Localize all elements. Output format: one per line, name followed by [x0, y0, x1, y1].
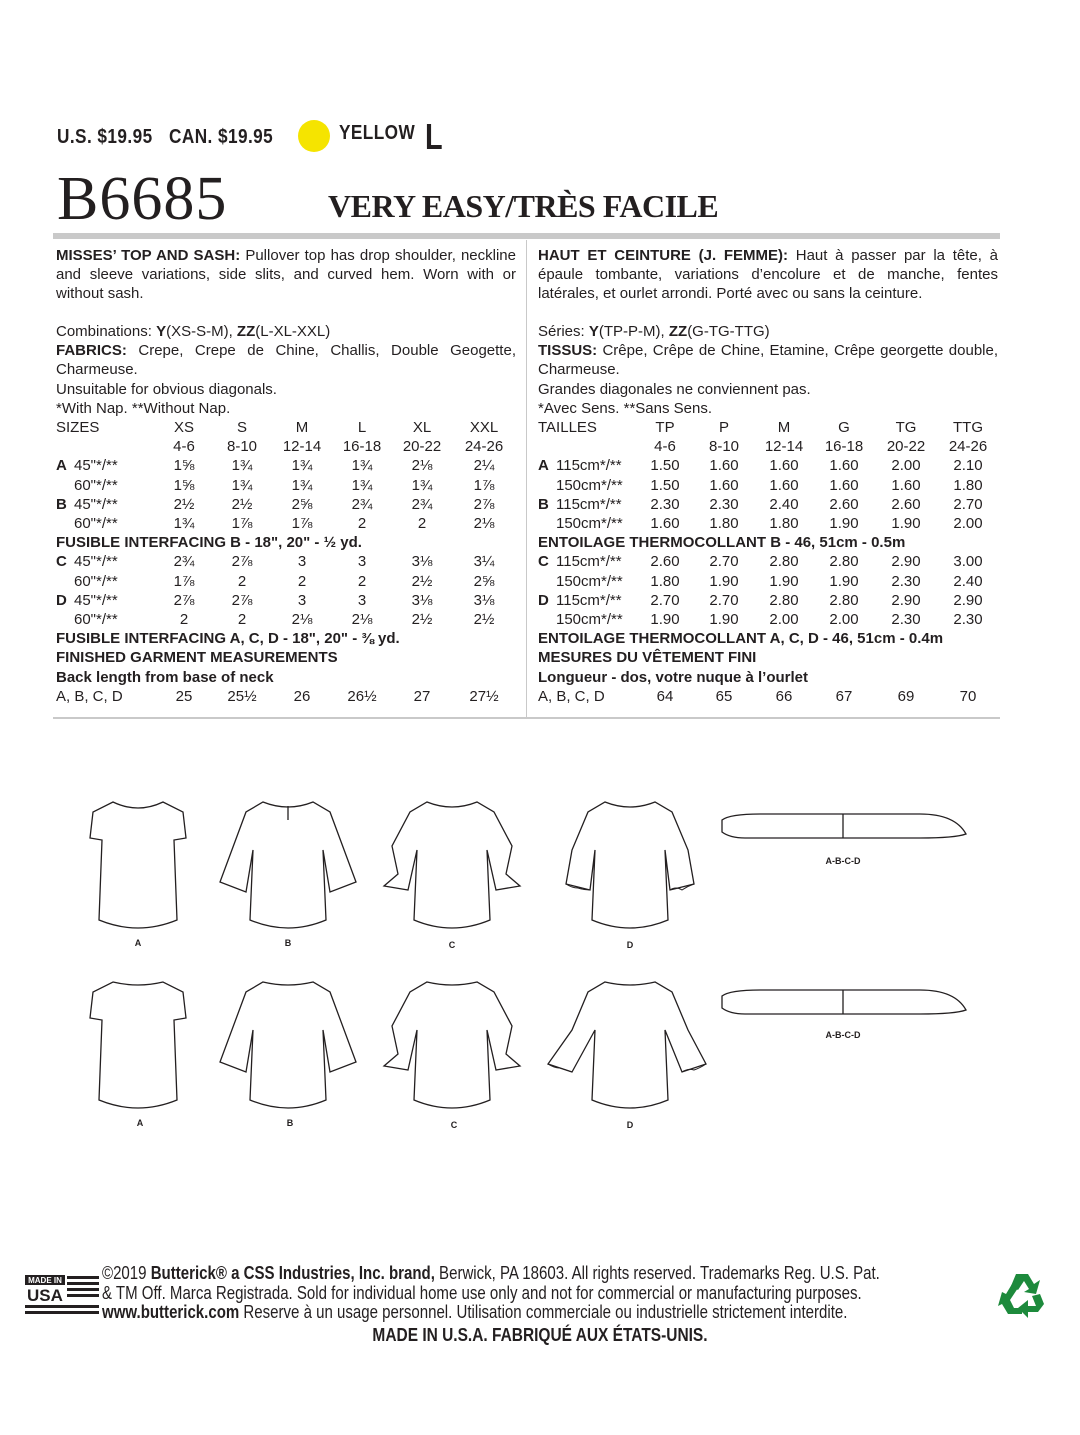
yardage-cell: 2⅛ [351, 611, 373, 629]
size-header-row [56, 418, 516, 437]
yardage-row [56, 476, 516, 495]
view-letter: B [56, 495, 67, 513]
label-back-d: D [626, 1120, 634, 1130]
sizes-label: SIZES [56, 419, 100, 437]
label-front-c: C [448, 940, 456, 950]
yardage-row [538, 514, 998, 533]
back-length-value: 67 [835, 687, 853, 705]
size-range: 12-14 [764, 438, 804, 456]
size-range: 24-26 [464, 438, 504, 456]
us-price: U.S. $19.95 [57, 125, 153, 148]
yardage-row [538, 456, 998, 475]
yardage-cell: 1.80 [769, 515, 799, 533]
fabric-width: 45"*/** [74, 553, 118, 571]
back-length-value: 25½ [227, 687, 257, 705]
combo-y: Y [588, 323, 599, 340]
fabric-width: 60"*/** [74, 611, 118, 629]
yardage-cell: 2.40 [953, 572, 983, 590]
size-range: 8-10 [708, 438, 740, 456]
yardage-cell: 1.60 [709, 457, 739, 475]
size-range: 16-18 [824, 438, 864, 456]
interfacing-acd-row-cell: ENTOILAGE THERMOCOLLANT A, C, D - 46, 51cm - 0.4m [538, 630, 944, 648]
yardage-cell: 2.30 [891, 572, 921, 590]
view-c-back [384, 982, 520, 1108]
yardage-cell: 2⅛ [473, 515, 495, 533]
interfacing-acd-row-cell: FUSIBLE INTERFACING A, C, D - 18", 20" - ⅜ yd. [56, 630, 400, 648]
yardage-cell: 1.60 [891, 476, 921, 494]
back-length-views: A, B, C, D [538, 687, 605, 705]
yardage-row [56, 514, 516, 533]
yardage-cell: 1.90 [829, 572, 859, 590]
yardage-cell: 1⅞ [291, 515, 313, 533]
yardage-cell: 1¾ [411, 476, 433, 494]
fabric-width-label [538, 456, 636, 475]
yardage-cell: 3⅛ [473, 591, 495, 609]
fabric-width-label [538, 552, 636, 571]
yardage-cell: 1⅞ [173, 572, 195, 590]
english-title: MISSES’ TOP AND SASH: [56, 247, 241, 264]
back-length-value: 69 [897, 687, 915, 705]
english-fabrics [56, 341, 516, 379]
yardage-cell: 2½ [473, 611, 495, 629]
size-heading: TP [655, 419, 675, 437]
finished-measurements-title-cell: FINISHED GARMENT MEASUREMENTS [56, 649, 338, 667]
fabric-width: 115cm*/** [556, 457, 622, 475]
yardage-cell: 1.60 [829, 476, 859, 494]
size-range: 20-22 [886, 438, 926, 456]
copyright-line-3 [102, 1303, 854, 1323]
yardage-cell: 2.80 [829, 553, 859, 571]
yardage-cell: 2¾ [411, 495, 433, 513]
yardage-cell: 2 [357, 572, 367, 590]
combo-zz: ZZ [668, 323, 688, 340]
garment-illustrations [0, 790, 1080, 1150]
size-heading: S [236, 419, 247, 437]
yardage-cell: 2 [417, 515, 427, 533]
combo-y: Y [156, 323, 167, 340]
fabric-width-label [56, 495, 156, 514]
yardage-cell: 2 [179, 611, 189, 629]
back-length-value: 66 [775, 687, 793, 705]
fabric-width-label [56, 591, 156, 610]
yardage-cell: 1.80 [650, 572, 680, 590]
back-length-value: 27½ [469, 687, 499, 705]
english-column [56, 246, 516, 706]
english-description-text: Pullover top has drop shoulder, neckline and sleeve variations, side slits, and curved hem. Worn with or without sash. [56, 247, 516, 303]
fabric-width-label [538, 476, 636, 495]
view-letter: A [538, 457, 549, 475]
combo-y-sizes: (TP-P-M), [598, 323, 669, 340]
english-unsuitable: Unsuitable for obvious diagonals. [56, 380, 277, 398]
yardage-cell: 2.90 [891, 591, 921, 609]
back-length-value: 25 [175, 687, 193, 705]
back-length-value: 26½ [347, 687, 377, 705]
size-heading: M [777, 419, 791, 437]
french-description-text: Haut à passer par la tête, à épaule tombante, variations d’encolure et de manche, fentes latérales, et ourlet arrondi. Porté avec ou sans la ceinture. [538, 247, 998, 303]
back-length-row [56, 687, 516, 706]
table-bottom-rule [53, 717, 1000, 719]
reserve-text: Reserve à un usage personnel. Utilisation commerciale ou industrielle strictement interdite. [239, 1302, 848, 1322]
yardage-cell: 2 [237, 572, 247, 590]
english-description [56, 246, 516, 322]
view-letter: C [56, 553, 67, 571]
interfacing-b-row [538, 533, 998, 552]
yardage-cell: 3¼ [473, 553, 495, 571]
french-column [538, 246, 998, 706]
yardage-cell: 1¾ [351, 457, 373, 475]
size-heading: P [718, 419, 729, 437]
label-front-b: B [284, 938, 292, 948]
combo-zz: ZZ [236, 323, 256, 340]
back-length-label-cell: Longueur - dos, votre nuque à l’ourlet [538, 668, 809, 686]
yardage-cell: 2⅝ [291, 495, 313, 513]
yardage-row [538, 572, 998, 591]
fabric-width: 150cm*/** [556, 476, 623, 494]
yardage-cell: 2.60 [650, 553, 680, 571]
back-length-row [538, 687, 998, 706]
fabric-width-label [56, 552, 156, 571]
back-length-views: A, B, C, D [56, 687, 123, 705]
size-range: 20-22 [402, 438, 442, 456]
fabrics-list: Crepe, Crepe de Chine, Challis, Double Geogette, Charmeuse. [56, 342, 516, 379]
fabric-width-label [56, 514, 156, 533]
yardage-cell: 3⅛ [411, 553, 433, 571]
yardage-cell: 2.00 [953, 515, 983, 533]
fabric-width: 115cm*/** [556, 495, 622, 513]
interfacing-b-row [56, 533, 516, 552]
yardage-cell: 2.00 [891, 457, 921, 475]
yardage-cell: 2.30 [709, 495, 739, 513]
yardage-cell: 1.80 [709, 515, 739, 533]
yardage-cell: 2.70 [953, 495, 983, 513]
yardage-cell: 1¾ [291, 476, 313, 494]
label-sash-back: A-B-C-D [825, 1030, 861, 1040]
label-sash-front: A-B-C-D [825, 856, 861, 866]
yardage-cell: 2.30 [953, 611, 983, 629]
color-name: YELLOW [339, 122, 416, 144]
yardage-cell: 1.50 [650, 457, 680, 475]
finished-measurements-title-cell: MESURES DU VÊTEMENT FINI [538, 649, 757, 667]
yardage-cell: 2.30 [650, 495, 680, 513]
yardage-cell: 2 [297, 572, 307, 590]
fabric-width: 115cm*/** [556, 553, 622, 571]
french-fabrics [538, 341, 998, 379]
yardage-cell: 1¾ [231, 457, 253, 475]
sash-back [722, 990, 966, 1014]
yardage-cell: 2½ [411, 611, 433, 629]
fabric-width: 60"*/** [74, 515, 118, 533]
price-bar-can [169, 120, 290, 154]
yardage-cell: 1.80 [953, 476, 983, 494]
size-range: 8-10 [226, 438, 258, 456]
back-length-value: 64 [656, 687, 674, 705]
yardage-cell: 3.00 [953, 553, 983, 571]
fabric-width-label [56, 476, 156, 495]
yardage-cell: 3 [357, 553, 367, 571]
fabric-width: 45"*/** [74, 457, 118, 475]
yardage-cell: 2.80 [769, 591, 799, 609]
column-divider [526, 240, 527, 718]
yardage-cell: 3 [297, 553, 307, 571]
yardage-cell: 2.80 [769, 553, 799, 571]
sash-front [722, 814, 966, 838]
yardage-cell: 2⅛ [411, 457, 433, 475]
yardage-row [56, 456, 516, 475]
fabric-width-label [538, 514, 636, 533]
yardage-cell: 1⅝ [173, 457, 195, 475]
yardage-cell: 2.40 [769, 495, 799, 513]
size-range-row [56, 437, 516, 456]
website-link[interactable]: www.butterick.com [102, 1302, 240, 1322]
fabric-width: 115cm*/** [556, 591, 622, 609]
yardage-cell: 2.70 [709, 591, 739, 609]
view-c-front [384, 802, 520, 928]
yardage-cell: 3 [297, 591, 307, 609]
yardage-cell: 1.60 [769, 476, 799, 494]
combo-zz-sizes: (L-XL-XXL) [255, 323, 331, 340]
fabric-width-label [56, 456, 156, 475]
price-bar [57, 120, 168, 154]
yardage-cell: 1¾ [173, 515, 195, 533]
back-length-label-cell: Back length from base of neck [56, 668, 274, 686]
yardage-cell: 2⅞ [473, 495, 495, 513]
fabric-width: 60"*/** [74, 476, 118, 494]
yardage-row [538, 591, 998, 610]
yardage-cell: 2.00 [769, 611, 799, 629]
view-d-back [548, 982, 706, 1108]
yardage-row [538, 495, 998, 514]
yardage-cell: 1⅝ [173, 476, 195, 494]
yardage-row [538, 476, 998, 495]
color-dot [298, 120, 330, 152]
combo-zz-sizes: (G-TG-TTG) [687, 323, 770, 340]
label-back-a: A [136, 1118, 144, 1128]
yardage-cell: 2.70 [709, 553, 739, 571]
usa-logo-top: MADE IN [28, 1276, 62, 1285]
view-letter: D [56, 591, 67, 609]
french-combinations [538, 322, 998, 341]
yardage-cell: 1.60 [709, 476, 739, 494]
yardage-cell: 2.60 [891, 495, 921, 513]
size-heading: L [357, 419, 367, 437]
label-front-a: A [134, 938, 142, 948]
view-letter: C [538, 553, 549, 571]
yardage-row [538, 552, 998, 571]
french-title: HAUT ET CEINTURE (J. FEMME): [538, 247, 789, 264]
header-rule [53, 233, 1000, 239]
yardage-cell: 2 [357, 515, 367, 533]
yardage-cell: 1.90 [650, 611, 680, 629]
view-b-front [220, 802, 356, 928]
yardage-cell: 2.90 [953, 591, 983, 609]
yardage-cell: 2 [237, 611, 247, 629]
fabric-width: 60"*/** [74, 572, 118, 590]
yardage-cell: 1⅞ [473, 476, 495, 494]
size-heading: M [295, 419, 309, 437]
back-length-label [56, 668, 516, 687]
size-range-row [538, 437, 998, 456]
fabric-width-label [538, 591, 636, 610]
yardage-cell: 1.90 [829, 515, 859, 533]
french-unsuitable: Grandes diagonales ne conviennent pas. [538, 380, 811, 398]
copyright-prefix: ©2019 [102, 1263, 151, 1283]
yardage-cell: 3⅛ [411, 591, 433, 609]
size-range: 4-6 [654, 438, 676, 456]
view-b-back [220, 982, 356, 1108]
yardage-cell: 1.50 [650, 476, 680, 494]
yardage-cell: 2⅞ [231, 553, 253, 571]
finished-measurements-title [56, 648, 516, 667]
yardage-row [538, 610, 998, 629]
copyright-rest: Berwick, PA 18603. All rights reserved. Trademarks Reg. U.S. Pat. [434, 1263, 880, 1283]
yardage-cell: 2½ [173, 495, 195, 513]
yardage-cell: 1¾ [231, 476, 253, 494]
size-range: 24-26 [948, 438, 988, 456]
range-spacer [538, 437, 636, 456]
yardage-cell: 2.10 [953, 457, 983, 475]
yardage-cell: 2.30 [891, 611, 921, 629]
yardage-cell: 2.80 [829, 591, 859, 609]
size-range: 4-6 [173, 438, 195, 456]
back-length-value: 70 [959, 687, 977, 705]
english-combinations [56, 322, 516, 341]
fabric-width: 45"*/** [74, 495, 118, 513]
yardage-cell: 2½ [411, 572, 433, 590]
yardage-cell: 1.60 [829, 457, 859, 475]
fabric-width: 45"*/** [74, 591, 118, 609]
interfacing-b-row-cell: FUSIBLE INTERFACING B - 18", 20" - ½ yd. [56, 534, 362, 552]
fabric-width-label [538, 572, 636, 591]
yardage-cell: 1.90 [891, 515, 921, 533]
fabric-width: 150cm*/** [556, 515, 623, 533]
yardage-cell: 2¼ [473, 457, 495, 475]
finished-measurements-title [538, 648, 998, 667]
fabric-width: 150cm*/** [556, 611, 623, 629]
range-spacer [56, 437, 156, 456]
fabric-width-label [538, 495, 636, 514]
yardage-row [56, 572, 516, 591]
difficulty-rating: VERY EASY/TRÈS FACILE [328, 188, 719, 224]
yardage-cell: 1.90 [709, 611, 739, 629]
yardage-cell: 1.90 [769, 572, 799, 590]
copyright-line-1 [102, 1263, 880, 1284]
yardage-cell: 2¾ [173, 553, 195, 571]
yardage-cell: 3 [357, 591, 367, 609]
yardage-cell: 2⅛ [291, 611, 313, 629]
view-letter: B [538, 495, 549, 513]
label-back-b: B [286, 1118, 294, 1128]
back-length-value: 26 [293, 687, 311, 705]
yardage-row [56, 610, 516, 629]
interfacing-acd-row [538, 629, 998, 648]
yardage-cell: 1.60 [650, 515, 680, 533]
usa-logo-bottom: USA [27, 1286, 63, 1305]
size-heading: TTG [953, 419, 983, 437]
yardage-row [56, 552, 516, 571]
yardage-cell: 2.70 [650, 591, 680, 609]
french-nap: *Avec Sens. **Sans Sens. [538, 399, 712, 417]
view-a-front [90, 802, 186, 928]
size-heading: XS [173, 419, 194, 437]
yardage-cell: 1¾ [351, 476, 373, 494]
fabric-width-label [56, 610, 156, 629]
view-d-front [566, 802, 694, 928]
combinations-label: Combinations: [56, 323, 157, 340]
pattern-number: B6685 [57, 165, 228, 233]
size-range: 12-14 [282, 438, 322, 456]
view-letter: A [56, 457, 67, 475]
fabrics-label: TISSUS: [538, 342, 598, 360]
size-heading: XXL [469, 419, 499, 437]
recycle-icon [996, 1268, 1048, 1320]
size-letter: L [425, 116, 443, 157]
yardage-cell: 1¾ [291, 457, 313, 475]
copyright-block [102, 1263, 880, 1323]
copyright-brand: Butterick® a CSS Industries, Inc. brand, [150, 1263, 435, 1283]
fabric-width-label [538, 610, 636, 629]
view-a-back [90, 982, 186, 1108]
yardage-cell: 2¾ [351, 495, 373, 513]
size-heading: G [838, 419, 850, 437]
yardage-cell: 2⅝ [473, 572, 495, 590]
yardage-cell: 2.00 [829, 611, 859, 629]
yardage-cell: 2½ [231, 495, 253, 513]
fabric-width: 150cm*/** [556, 572, 623, 590]
size-heading: XL [412, 419, 432, 437]
interfacing-b-row-cell: ENTOILAGE THERMOCOLLANT B - 46, 51cm - 0.5m [538, 534, 906, 552]
yardage-cell: 1.60 [769, 457, 799, 475]
combinations-label: Séries: [538, 323, 589, 340]
back-length-label [538, 668, 998, 687]
yardage-cell: 1⅞ [231, 515, 253, 533]
yardage-cell: 2.60 [829, 495, 859, 513]
french-description [538, 246, 998, 322]
yardage-cell: 2⅞ [173, 591, 195, 609]
made-in-usa-text: MADE IN U.S.A. FABRIQUÉ AUX ÉTATS-UNIS. [372, 1325, 708, 1345]
back-length-value: 65 [715, 687, 733, 705]
french-yardage-table [538, 418, 998, 706]
can-price: CAN. $19.95 [169, 125, 274, 148]
yardage-cell: 2.90 [891, 553, 921, 571]
copyright-line-2: & TM Off. Marca Registrada. Sold for individual home use only and not for commercial or manufacturing purposes. [102, 1282, 862, 1303]
yardage-cell: 2⅞ [231, 591, 253, 609]
fabrics-label: FABRICS: [56, 342, 127, 360]
english-nap: *With Nap. **Without Nap. [56, 399, 231, 417]
made-in-usa-logo [25, 1275, 99, 1315]
size-header-row [538, 418, 998, 437]
english-yardage-table [56, 418, 516, 706]
yardage-row [56, 591, 516, 610]
label-front-d: D [626, 940, 634, 950]
size-heading: TG [895, 419, 917, 437]
size-range: 16-18 [342, 438, 382, 456]
interfacing-acd-row [56, 629, 516, 648]
yardage-row [56, 495, 516, 514]
fabric-width-label [56, 572, 156, 591]
view-letter: D [538, 591, 549, 609]
yardage-cell: 1.90 [709, 572, 739, 590]
combo-y-sizes: (XS-S-M), [166, 323, 237, 340]
fabrics-list: Crêpe, Crêpe de Chine, Etamine, Crêpe georgette double, Charmeuse. [538, 342, 998, 379]
sizes-label: TAILLES [538, 419, 597, 437]
back-length-value: 27 [413, 687, 431, 705]
label-back-c: C [450, 1120, 458, 1130]
